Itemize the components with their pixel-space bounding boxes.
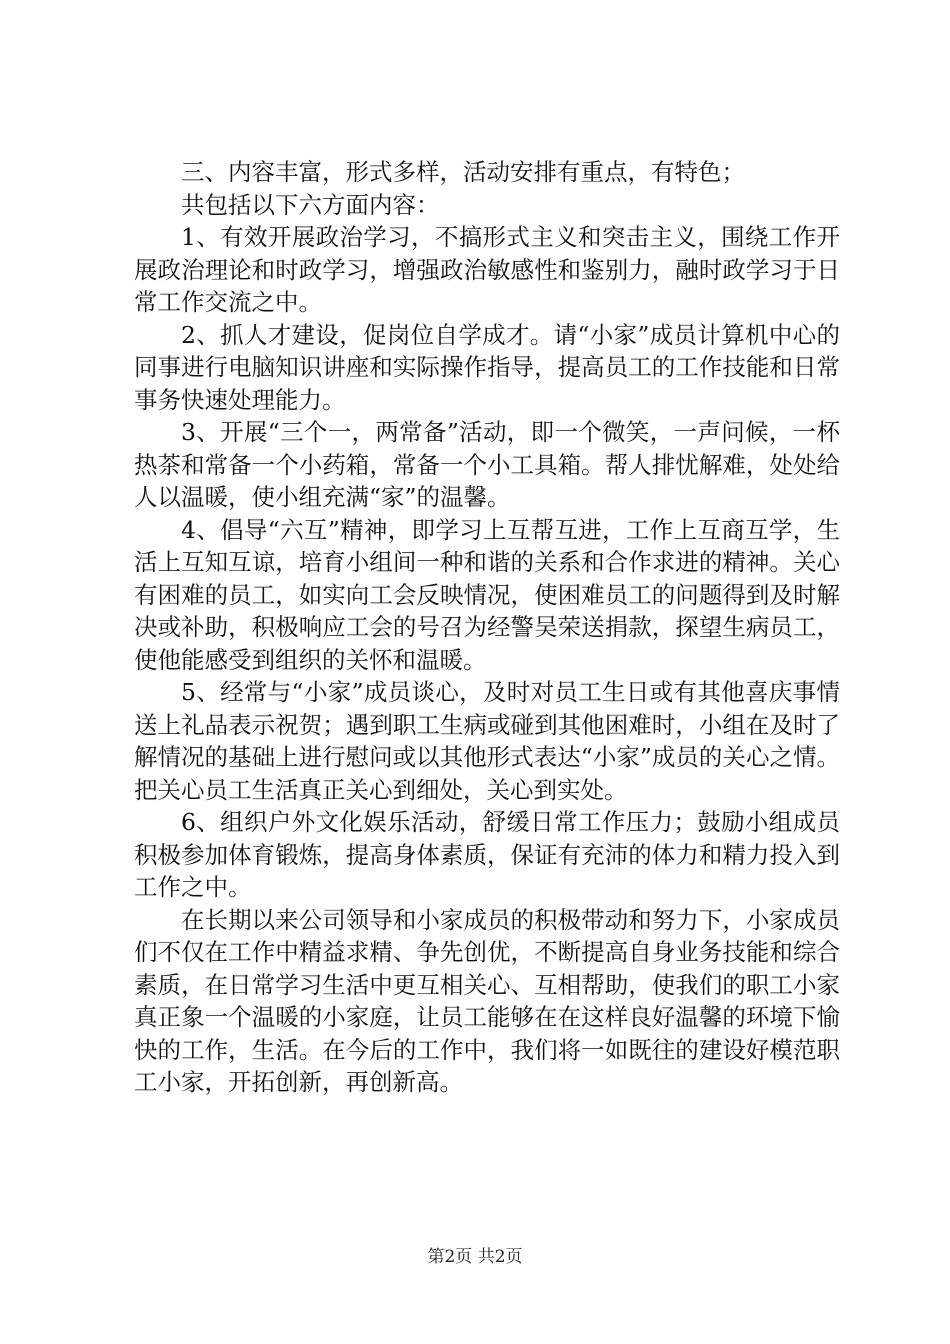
document-body xyxy=(134,156,840,1099)
intro-line: 共包括以下六方面内容： xyxy=(181,190,440,219)
section-heading: 三、内容丰富，形式多样，活动安排有重点，有特色； xyxy=(181,158,745,186)
paragraph-item-2: 2、抓人才建设，促岗位自学成才。请“小家”成员计算机中心的同事进行电脑知识讲座和实际操作指导，提高员工的工作技能和日常事务快速处理能力。 xyxy=(134,320,840,414)
closing-paragraph: 在长期以来公司领导和小家成员的积极带动和努力下，小家成员们不仅在工作中精益求精、争先创优，不断提高自身业务技能和综合素质，在日常学习生活中更互相关心、互相帮助，使我们的职工小家真正象一个温暖的小家庭，让员工能够在在这样良好温馨的环境下愉快的工作，生活。在今后的工作中，我们将一如既往的建设好模范职工小家，开拓创新，再创新高。 xyxy=(134,905,840,1096)
paragraph-item-5: 5、经常与“小家”成员谈心，及时对员工生日或有其他喜庆事情送上礼品表示祝贺；遇到职工生病或碰到其他困难时，小组在及时了解情况的基础上进行慰问或以其他形式表达“小家”成员的关心之情。把关心员工生活真正关心到细处，关心到实处。 xyxy=(134,678,840,804)
page-number-footer: 第2页 共2页 xyxy=(427,1247,523,1267)
paragraph-item-6: 6、组织户外文化娱乐活动，舒缓日常工作压力；鼓励小组成员积极参加体育锻炼，提高身体素质，保证有充沛的体力和精力投入到工作之中。 xyxy=(134,808,840,901)
paragraph-item-3: 3、开展“三个一，两常备”活动，即一个微笑，一声问候，一杯热茶和常备一个小药箱，常备一个小工具箱。帮人排忧解难，处处给人以温暖，使小组充满“家”的温馨。 xyxy=(134,418,840,511)
paragraph-item-1: 1、有效开展政治学习，不搞形式主义和突击主义，围绕工作开展政治理论和时政学习，增强政治敏感性和鉴别力，融时政学习于日常工作交流之中。 xyxy=(134,223,840,316)
paragraph-item-4: 4、倡导“六互”精神，即学习上互帮互进，工作上互商互学，生活上互知互谅，培育小组间一种和谐的关系和合作求进的精神。关心有困难的员工，如实向工会反映情况，使困难员工的问题得到及时解决或补助，积极响应工会的号召为经警吴荣送捐款，探望生病员工，使他能感受到组织的关怀和温暖。 xyxy=(134,515,840,674)
